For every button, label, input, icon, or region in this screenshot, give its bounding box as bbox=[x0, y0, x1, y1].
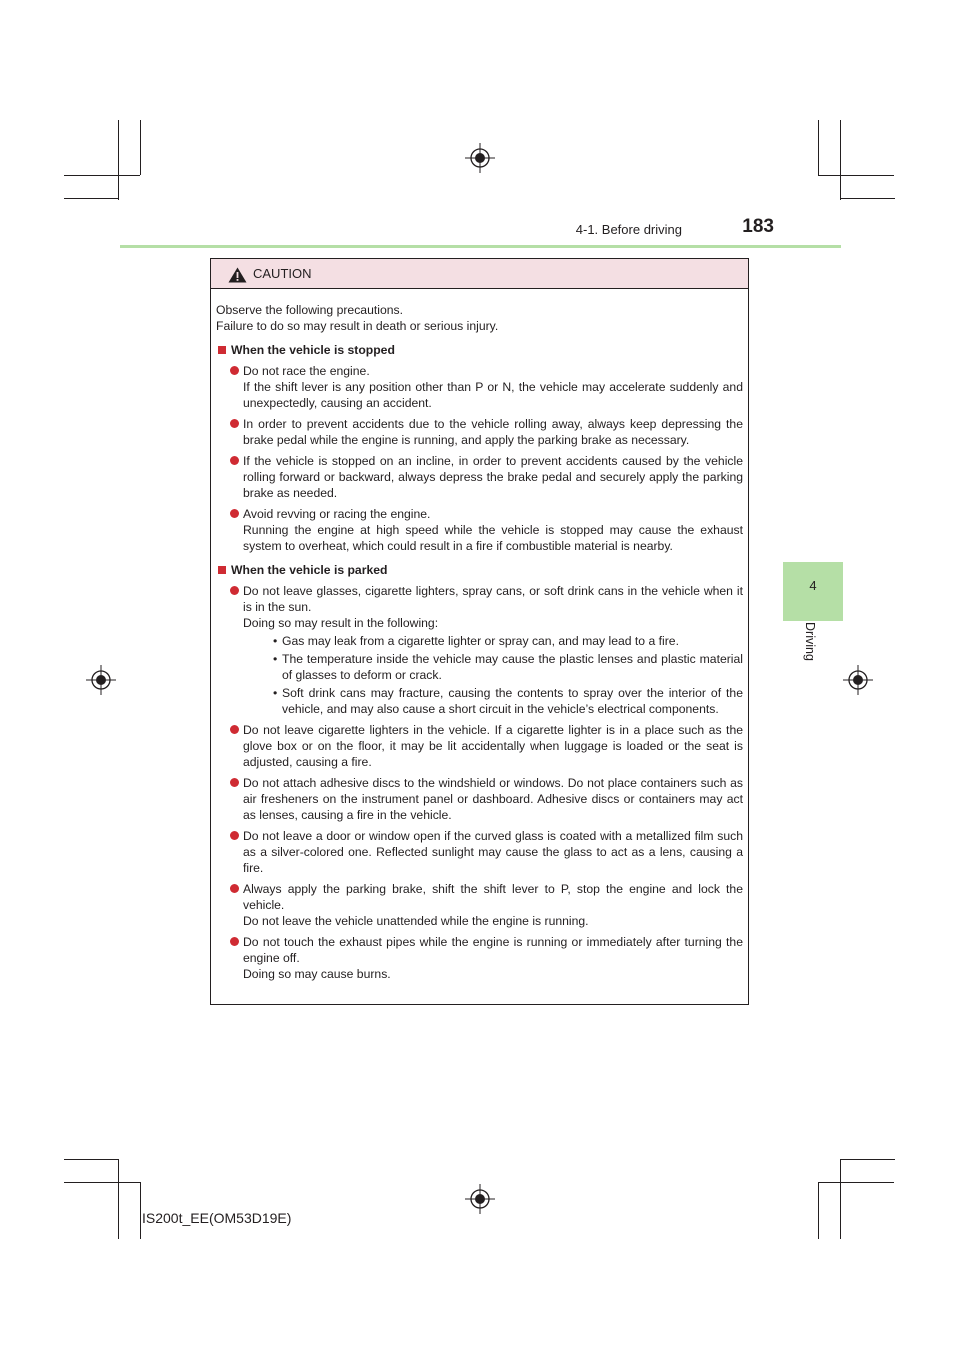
section-heading: When the vehicle is parked bbox=[216, 562, 743, 578]
item-line: Do not race the engine. bbox=[243, 364, 370, 378]
intro-line: Observe the following precautions. bbox=[216, 303, 403, 317]
item-line: Always apply the parking brake, shift the shift lever to P, stop the engine and lock the vehicle. bbox=[243, 882, 743, 912]
crop-mark bbox=[840, 120, 841, 200]
section-title: 4-1. Before driving bbox=[575, 222, 682, 237]
crop-mark bbox=[818, 1182, 894, 1183]
crop-mark bbox=[818, 1182, 819, 1239]
caution-header bbox=[211, 259, 748, 289]
crop-mark bbox=[818, 120, 819, 175]
crop-mark bbox=[140, 1182, 141, 1239]
item-line: Doing so may cause burns. bbox=[243, 967, 391, 981]
item-line: Do not leave glasses, cigarette lighters, spray cans, or soft drink cans in the vehicle when it is in the sun. bbox=[243, 584, 743, 614]
bullet-icon bbox=[230, 884, 239, 893]
item-line: Do not leave the vehicle unattended while the engine is running. bbox=[243, 914, 589, 928]
list-item bbox=[216, 828, 743, 876]
crop-mark bbox=[840, 1159, 841, 1239]
bullet-icon bbox=[230, 456, 239, 465]
list-item bbox=[216, 722, 743, 770]
document-code: IS200t_EE(OM53D19E) bbox=[142, 1210, 292, 1226]
list-item bbox=[216, 934, 743, 982]
crop-mark bbox=[118, 1159, 119, 1239]
chapter-label bbox=[773, 622, 817, 682]
crop-mark bbox=[818, 175, 894, 176]
chapter-number: 4 bbox=[809, 578, 817, 593]
item-line: If the shift lever is any position other than P or N, the vehicle may accelerate suddenly and unexpectedly, causing an accident. bbox=[243, 380, 743, 410]
bullet-icon bbox=[230, 366, 239, 375]
bullet-icon bbox=[230, 586, 239, 595]
crop-mark bbox=[64, 1182, 140, 1183]
chapter-tab[interactable] bbox=[783, 562, 843, 621]
crop-mark bbox=[64, 1159, 119, 1160]
item-line: If the vehicle is stopped on an incline, in order to prevent accidents caused by the vehicle rolling forward or backward, always depress the brake pedal and securely apply the parking brake as needed. bbox=[243, 454, 743, 500]
item-line: Do not attach adhesive discs to the windshield or windows. Do not place containers such as air fresheners on the instrument panel or dashboard. Adhesive discs or containers may act as lenses, causing a fire in the vehicle. bbox=[243, 776, 743, 822]
item-line: Avoid revving or racing the engine. bbox=[243, 507, 431, 521]
registration-mark-icon bbox=[465, 1184, 495, 1214]
crop-mark bbox=[118, 120, 119, 200]
list-item bbox=[216, 775, 743, 823]
crop-mark bbox=[840, 198, 895, 199]
sub-item: • Soft drink cans may fracture, causing the contents to spray over the interior of the vehicle, and may also cause a short circuit in the vehicle’s electrical components. bbox=[243, 685, 743, 717]
bullet-icon bbox=[230, 725, 239, 734]
list-item bbox=[216, 453, 743, 501]
item-line: Running the engine at high speed while the vehicle is stopped may cause the exhaust system to overheat, which could result in a fire if combustible material is nearby. bbox=[243, 523, 743, 553]
bullet-icon bbox=[230, 509, 239, 518]
bullet-icon bbox=[230, 937, 239, 946]
crop-mark bbox=[840, 1159, 895, 1160]
page-number: 183 bbox=[742, 216, 774, 237]
crop-mark bbox=[140, 120, 141, 175]
section-heading: When the vehicle is stopped bbox=[216, 342, 743, 358]
chapter-label-text: Driving bbox=[803, 622, 817, 661]
caution-intro bbox=[216, 302, 743, 334]
item-line: Do not touch the exhaust pipes while the engine is running or immediately after turning the engine off. bbox=[243, 935, 743, 965]
intro-line: Failure to do so may result in death or serious injury. bbox=[216, 319, 499, 333]
list-item bbox=[216, 416, 743, 448]
bullet-icon bbox=[230, 831, 239, 840]
list-item bbox=[216, 363, 743, 411]
list-item bbox=[216, 881, 743, 929]
registration-mark-icon bbox=[465, 143, 495, 173]
bullet-icon bbox=[230, 778, 239, 787]
list-item bbox=[216, 506, 743, 554]
item-line: In order to prevent accidents due to the vehicle rolling away, always keep depressing the brake pedal while the engine is running, and apply the parking brake as necessary. bbox=[243, 417, 743, 447]
registration-mark-icon bbox=[86, 665, 116, 695]
item-line: Do not leave a door or window open if the curved glass is coated with a metallized film such as a silver-colored one. Reflected sunlight may cause the glass to act as a lens, causing a fire. bbox=[243, 829, 743, 875]
bullet-icon bbox=[230, 419, 239, 428]
sub-item: • The temperature inside the vehicle may cause the plastic lenses and plastic material of glasses to deform or crack. bbox=[243, 651, 743, 683]
item-line: Doing so may result in the following: bbox=[243, 616, 439, 630]
sub-item: • Gas may leak from a cigarette lighter or spray can, and may lead to a fire. bbox=[243, 633, 743, 649]
caution-title: CAUTION bbox=[253, 266, 312, 281]
caution-box bbox=[210, 258, 749, 1005]
crop-mark bbox=[64, 198, 119, 199]
item-line: Do not leave cigarette lighters in the vehicle. If a cigarette lighter is in a place such as the glove box or on the floor, it may be lit accidentally when luggage is loaded or the seat is adjusted, causing a fire. bbox=[243, 723, 743, 769]
header-rule bbox=[120, 245, 841, 248]
registration-mark-icon bbox=[843, 665, 873, 695]
caution-body bbox=[211, 289, 748, 982]
list-item bbox=[216, 583, 743, 717]
warning-triangle-icon bbox=[228, 267, 247, 283]
crop-mark bbox=[64, 175, 140, 176]
